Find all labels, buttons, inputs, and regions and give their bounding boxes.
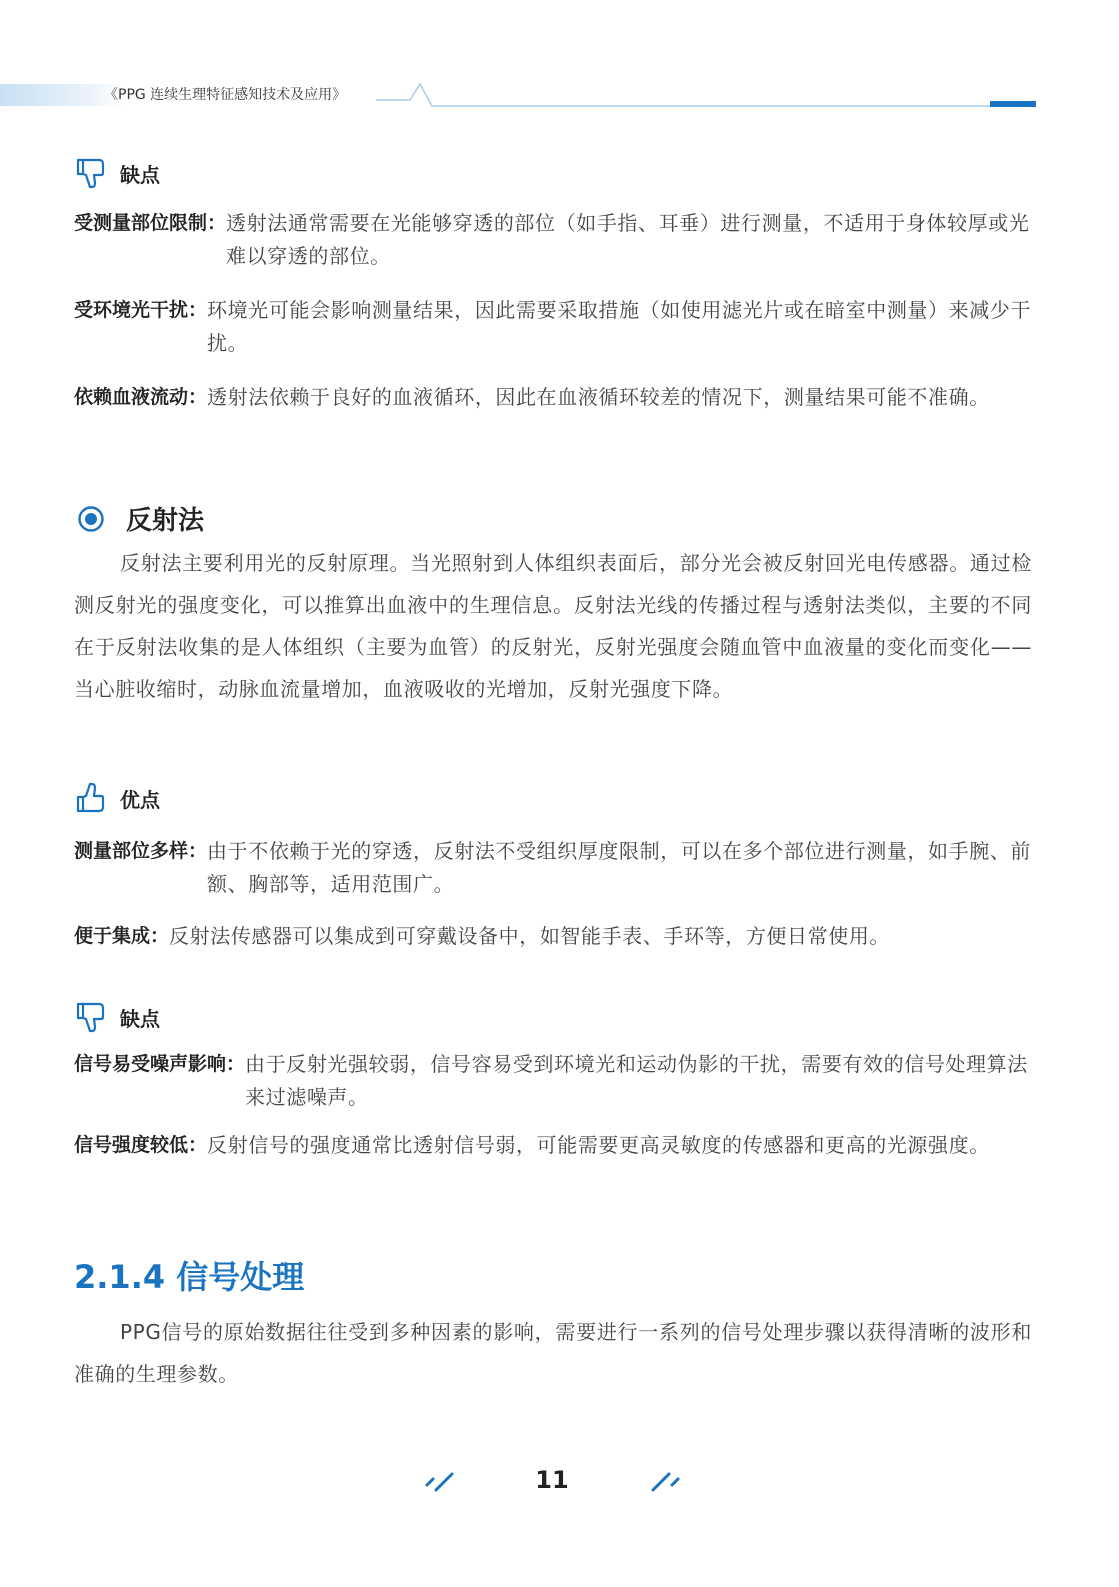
list-item [74,1048,1034,1114]
item-desc: 透射法通常需要在光能够穿透的部位（如手指、耳垂）进行测量，不适用于身体较厚或光难以穿透的部位。 [226,211,1030,268]
item-desc: 透射法依赖于良好的血液循环，因此在血液循环较差的情况下，测量结果可能不准确。 [207,385,990,409]
item-term: 测量部位多样： [74,840,208,862]
section-paragraph: PPG信号的原始数据往往受到多种因素的影响，需要进行一系列的信号处理步骤以获得清晰的波形和准确的生理参数。 [74,1320,1032,1386]
header-title: 《PPG 连续生理特征感知技术及应用》 [104,87,347,103]
radio-target-icon [74,502,108,536]
thumbs-down-icon [74,1000,108,1034]
reflection-heading [74,500,204,537]
page-number: 11 [535,1466,569,1494]
section-heading: 2.1.4 信号处理 [74,1258,305,1296]
cons-label: 缺点 [120,162,160,187]
item-term: 受测量部位限制： [74,212,227,234]
item-term: 信号强度较低： [74,1134,208,1156]
page-header [0,78,1119,114]
item-desc: 由于反射光强较弱，信号容易受到环境光和运动伪影的干扰，需要有效的信号处理算法来过滤噪声。 [245,1052,1028,1109]
list-item [74,835,1034,901]
list-item [74,294,1034,360]
item-desc: 由于不依赖于光的穿透，反射法不受组织厚度限制，可以在多个部位进行测量，如手腕、前额、胸部等，适用范围广。 [207,839,1032,896]
slash-decoration-icon [650,1470,684,1494]
item-term: 信号易受噪声影响： [74,1053,246,1075]
item-term: 便于集成： [74,925,170,947]
item-term: 依赖血液流动： [74,386,208,408]
pros-heading [74,781,160,815]
cons-heading [74,1000,160,1034]
item-desc: 反射法传感器可以集成到可穿戴设备中，如智能手表、手环等，方便日常使用。 [169,924,891,948]
reflection-paragraph: 反射法主要利用光的反射原理。当光照射到人体组织表面后，部分光会被反射回光电传感器。通过检测反射光的强度变化，可以推算出血液中的生理信息。反射法光线的传播过程与透射法类似，主要的不同在于反射法收集的是人体组织（主要为血管）的反射光，反射光强度会随血管中血液量的变化而变化——当心脏收缩时，动脉血流量增加，血液吸收的光增加，反射光强度下降。 [74,551,1032,701]
thumbs-up-icon [74,781,108,815]
list-item [74,207,1034,273]
page-footer [0,1462,1119,1502]
list-item [74,920,1034,953]
cons-label: 缺点 [120,1006,160,1031]
thumbs-down-icon [74,156,108,190]
pros-label: 优点 [120,787,160,812]
reflection-title: 反射法 [126,506,205,536]
slash-decoration-icon [424,1470,458,1494]
item-desc: 环境光可能会影响测量结果，因此需要采取措施（如使用滤光片或在暗室中测量）来减少干扰。 [207,298,1032,355]
list-item [74,381,1034,414]
item-desc: 反射信号的强度通常比透射信号弱，可能需要更高灵敏度的传感器和更高的光源强度。 [207,1133,990,1157]
list-item [74,1129,1034,1162]
cons-heading [74,156,160,190]
item-term: 受环境光干扰： [74,299,208,321]
